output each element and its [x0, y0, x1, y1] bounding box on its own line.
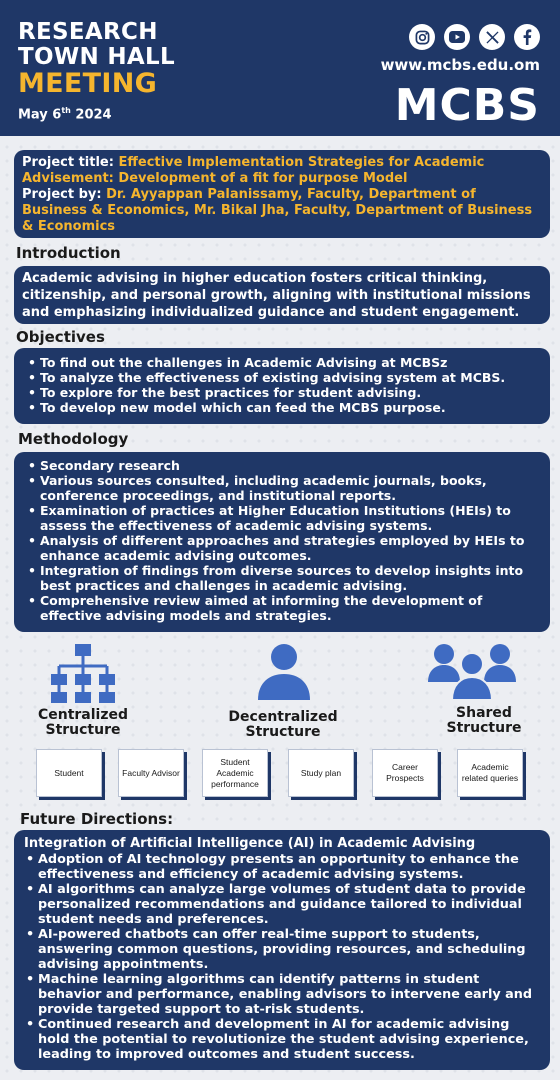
- introduction-heading: Introduction: [16, 244, 121, 262]
- introduction-box: [14, 266, 550, 324]
- date-suffix: th: [61, 106, 71, 115]
- person-icon: [256, 642, 312, 700]
- card-student: Student: [36, 749, 102, 797]
- methodology-heading: Methodology: [18, 430, 129, 448]
- list-item: • To analyze the effectiveness of existing advising system at MCBS.: [26, 370, 538, 385]
- objectives-heading: Objectives: [16, 328, 105, 346]
- project-by-label: Project by:: [22, 187, 102, 202]
- list-item: • Integration of findings from diverse sources to develop insights into best practices and challenges in academic advising.: [26, 563, 538, 593]
- objectives-list: [26, 355, 538, 415]
- project-info-box: [14, 150, 550, 238]
- list-item: • Comprehensive review aimed at informing the development of effective advising models and strategies.: [26, 593, 538, 623]
- date-day: May 6: [18, 107, 62, 123]
- future-subheading: Integration of Artificial Intelligence (AI) in Academic Advising: [24, 836, 476, 851]
- list-item: • Adoption of AI technology presents an opportunity to enhance the effectiveness and efficiency of academic advising systems.: [24, 852, 540, 882]
- website-url[interactable]: www.mcbs.edu.om: [380, 56, 540, 74]
- methodology-box: [14, 452, 550, 632]
- advising-structures: [0, 636, 560, 808]
- project-title-value: Effective Implementation Strategies for Academic Advisement: Development of a fit for purpose Model: [22, 155, 485, 186]
- methodology-list: [26, 458, 538, 623]
- title-line-1: RESEARCH: [18, 19, 158, 45]
- centralized-structure-label: Centralized Structure: [37, 707, 129, 738]
- future-directions-heading: Future Directions:: [20, 810, 174, 828]
- objectives-box: [14, 348, 550, 424]
- introduction-text: Academic advising in higher education fosters critical thinking, citizenship, and personal growth, aligning with institutional missions and emphasizing individualized guidance and student engagement.: [22, 271, 531, 320]
- event-date: [18, 106, 175, 122]
- mcbs-logo: MCBS: [394, 80, 540, 131]
- x-icon[interactable]: [479, 24, 505, 50]
- future-directions-box: [14, 830, 550, 1070]
- list-item: • AI algorithms can analyze large volumes of student data to provide personalized recommendations and guidance tailored to individual student needs and preferences.: [24, 882, 540, 927]
- shared-structure-label: Shared Structure: [446, 705, 522, 736]
- card-academic-related-queries: Academic related queries: [457, 749, 523, 797]
- youtube-icon[interactable]: [444, 24, 470, 50]
- instagram-icon[interactable]: [409, 24, 435, 50]
- list-item: • Machine learning algorithms can identify patterns in student behavior and performance, enabling advisors to intervene early and provide targeted support to at-risk students.: [24, 972, 540, 1017]
- title-line-3: MEETING: [18, 68, 158, 99]
- header-banner: [0, 0, 560, 136]
- project-by-value: Dr. Ayyappan Palanissamy, Faculty, Department of Business & Economics, Mr. Bikal Jha, Faculty, Department of Business & Economics: [22, 187, 533, 234]
- facebook-icon[interactable]: [514, 24, 540, 50]
- future-list: [24, 852, 540, 1062]
- social-links: [409, 24, 540, 50]
- title-line-2: TOWN HALL: [18, 44, 175, 70]
- card-student-academic-performance: Student Academic performance: [202, 749, 268, 797]
- project-title-label: Project title:: [22, 155, 114, 170]
- list-item: • AI-powered chatbots can offer real-time support to students, answering common questions, providing resources, and scheduling advising appointments.: [24, 927, 540, 972]
- list-item: • Secondary research: [26, 458, 538, 473]
- group-icon: [428, 640, 518, 700]
- decentralized-structure-label: Decentralized Structure: [228, 709, 338, 740]
- card-career-prospects: Career Prospects: [372, 749, 438, 797]
- list-item: • Various sources consulted, including academic journals, books, conference proceedings, and institutional reports.: [26, 473, 538, 503]
- list-item: • To find out the challenges in Academic Advising at MCBSz: [26, 355, 538, 370]
- org-chart-icon: [50, 642, 116, 704]
- date-year: 2024: [75, 107, 112, 123]
- card-faculty-advisor: Faculty Advisor: [118, 749, 184, 797]
- list-item: • Continued research and development in AI for academic advising hold the potential to revolutionize the student advising experience, leading to improved outcomes and student success.: [24, 1017, 540, 1062]
- list-item: • Analysis of different approaches and strategies employed by HEIs to enhance academic advising outcomes.: [26, 533, 538, 563]
- list-item: • To explore for the best practices for student advising.: [26, 385, 538, 400]
- list-item: • Examination of practices at Higher Education Institutions (HEIs) to assess the effectiveness of academic advising systems.: [26, 503, 538, 533]
- event-title-block: [18, 20, 175, 122]
- list-item: • To develop new model which can feed the MCBS purpose.: [26, 400, 538, 415]
- card-study-plan: Study plan: [288, 749, 354, 797]
